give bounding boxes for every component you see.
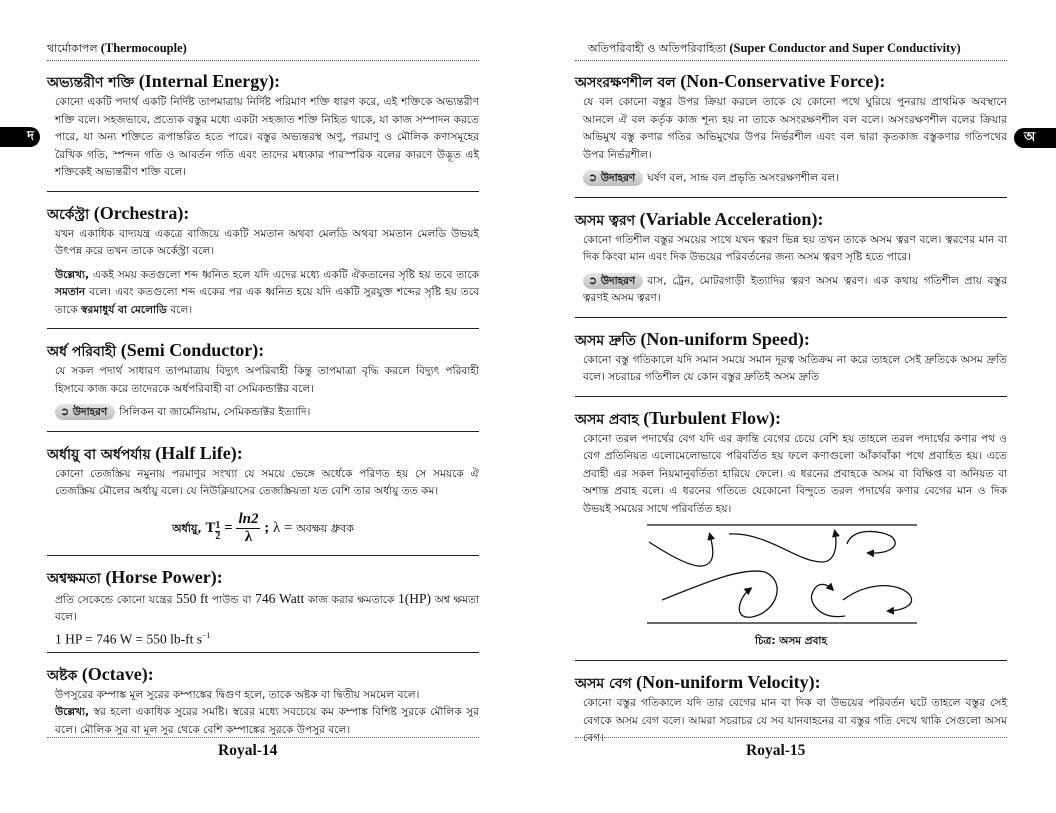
section-body xyxy=(55,466,479,501)
thumb-index-tab xyxy=(1014,128,1056,148)
section-title xyxy=(575,70,1007,94)
formula-fraction xyxy=(236,511,260,546)
text: প্রতি সেকেন্ডে কোনো যন্ত্রের xyxy=(55,593,177,606)
paragraph: যখন একাধিক বাদ্যযন্ত্র একত্রে বাজিয়ে একটি সমতান অথবা মেলডি অথবা সমতান মেলডি উভয়ই উৎপন্ন করে তখন তাকে অর্কেস্ট্রা বলে। xyxy=(55,227,479,257)
example-label: উদাহরণ xyxy=(72,406,108,418)
section-orchestra xyxy=(47,202,479,330)
section-title xyxy=(47,442,479,466)
value: 746 Watt xyxy=(255,590,305,606)
example-paragraph xyxy=(583,273,1007,308)
title-en: (Turbulent Flow): xyxy=(643,407,782,428)
note-term: স্বরমাধুর্য বা মেলোডি xyxy=(81,303,167,316)
title-bn: অসম বেগ xyxy=(575,676,632,692)
section-divider xyxy=(575,317,1007,318)
paragraph: কোনো একটি পদার্থ একটি নির্দিষ্ট তাপমাত্রায় নির্দিষ্ট পরিমাণ শক্তি ধারণ করে, এই শক্তিকে অভ্যন্তরীণ শক্তি বলে। সহজভাবে, প্রত্যেক বস্তুর মধ্যে একটা সহজাত শক্তি নিহিত থাকে, যা কাজ সম্পাদন করতে পারে, যা অন্য শক্তিতে রূপান্তরিত হতে পারে। বস্তুর অভ্যন্তরস্থ অণু, পরমাণু ও মৌলিক কণাসমূহের রৈখিক গতি, স্পন্দন গতি ও আবর্তন গতি এবং তাদের মধ্যকার পারস্পরিক বলের কারণে উদ্ভূত এই শক্তিকেই অভ্যন্তরীণ শক্তি বলে। xyxy=(55,96,479,178)
arrow-right-icon: ➲ xyxy=(60,405,70,418)
example-paragraph xyxy=(583,170,1007,188)
section-title xyxy=(575,407,1007,431)
running-head xyxy=(588,40,961,59)
section-divider xyxy=(47,191,479,192)
title-en: (Internal Energy): xyxy=(138,71,281,91)
flow-streamline xyxy=(729,532,836,562)
section-divider xyxy=(47,652,479,653)
title-en: (Half Life): xyxy=(155,442,243,463)
running-head-en: (Super Conductor and Super Conductivity) xyxy=(729,41,961,55)
paragraph: যে সকল পদার্থ সাধারণ তাপমাত্রায় বিদ্যুৎ অপরিবাহী কিন্তু তাপমাত্রা বৃদ্ধি করলে বিদ্যুৎ পরিবাহী হিসাবে কাজ করে তাদেরকে অর্ধপরিবাহী বা সেমিকন্ডাক্টর বলে। xyxy=(55,365,479,395)
section-divider xyxy=(47,328,479,329)
example-text: সিলিকন বা জার্মেনিয়াম, সেমিকন্ডাক্টর ইত্যাদি। xyxy=(119,406,311,418)
section-title xyxy=(47,663,479,687)
fraction-den: λ xyxy=(244,528,253,545)
note-text: বলে। xyxy=(166,303,193,316)
value: 1(HP) xyxy=(398,590,432,606)
section-semi-conductor xyxy=(47,339,479,432)
title-bn: অর্কেস্ট্রা xyxy=(47,206,90,223)
title-bn: অসম প্রবাহ xyxy=(575,411,639,428)
title-en: (Octave): xyxy=(81,663,154,684)
section-divider xyxy=(47,431,479,432)
title-en: (Non-uniform Velocity): xyxy=(636,672,821,692)
flow-streamline xyxy=(843,586,912,611)
note-term: সমতান xyxy=(55,286,86,298)
formula-label: অর্ধায়ু, xyxy=(172,521,202,535)
title-en: (Variable Acceleration): xyxy=(639,208,824,229)
thumb-index-letter: দ xyxy=(27,129,34,144)
example-label: উদাহরণ xyxy=(600,274,636,287)
paragraph: কোনো গতিশীল বস্তুর সময়ের সাথে যখন ত্বরণ ভিন্ন হয় তখন তাকে অসম ত্বরণ বলে। ত্বরণের মান বা দিক কিংবা মান এবং দিক উভয়ের পরিবর্তনের জন্য অসম ত্বরণ সৃষ্টি হতে পারে। xyxy=(583,233,1007,263)
section-title xyxy=(47,70,479,94)
turbulent-flow-diagram xyxy=(647,522,917,626)
title-bn: অসম দ্রুতি xyxy=(575,332,636,349)
example-label: উদাহরণ xyxy=(600,172,636,184)
footer-dotted-divider xyxy=(47,737,479,738)
section-body xyxy=(583,94,1007,188)
note-label: উল্লেখ্য, xyxy=(55,268,90,281)
running-head xyxy=(47,40,187,59)
page-number: Royal-15 xyxy=(746,742,806,759)
paragraph xyxy=(55,590,479,627)
lambda-definition: অবক্ষয় ধ্রুবক xyxy=(296,521,354,535)
section-internal-energy xyxy=(47,70,479,192)
equation-text: 1 HP = 746 W = 550 lb-ft s xyxy=(55,631,202,646)
section-title xyxy=(575,208,1007,232)
title-bn: অষ্টক xyxy=(47,667,78,684)
thumb-index-letter: অ xyxy=(1024,130,1036,145)
paragraph: কোনো বস্তুর গতিকালে যদি তার বেগের মান বা দিক বা উভয়ের পরিবর্তন ঘটে তাহলে বস্তুর সেই বেগকে অসম বেগ বলে। আমরা সচরাচর যে সব যানবাহনের বা বস্তুর গতি দেখে থাকি সেগুলো অসম বেগ। xyxy=(583,697,1007,744)
section-title xyxy=(575,671,1007,695)
section-non-conservative-force xyxy=(575,70,1007,198)
value: 550 ft xyxy=(176,590,209,606)
flow-streamline xyxy=(649,535,713,566)
figure-caption: চিত্র: অসম প্রবাহ xyxy=(755,635,827,647)
section-turbulent-flow xyxy=(575,407,1007,662)
title-bn: অশ্বক্ষমতা xyxy=(47,570,101,587)
section-octave xyxy=(47,663,479,740)
running-head-bn: অতিপরিবাহী ও অতিপরিবাহিতা xyxy=(588,42,727,55)
right-page xyxy=(528,0,1056,813)
paragraph: কোনো তেজস্ক্রিয় নমুনায় পরমাণুর সংখ্যা যে সময়ে ভেঙ্গে অর্ধেকে পরিণত হয় সে সময়কে ঐ তেজস্ক্রিয় মৌলের অর্ধায়ু বলে। যে নিউক্লিয়াসের তেজস্ক্রিয়তা যত বেশি তার অর্ধায়ু তত কম। xyxy=(55,467,479,497)
header-dotted-divider xyxy=(47,60,479,61)
section-body xyxy=(583,431,1007,519)
section-title xyxy=(47,339,479,363)
section-horse-power xyxy=(47,566,479,653)
example-badge xyxy=(583,273,643,289)
example-badge xyxy=(55,404,115,420)
running-head-bn: থার্মোকাপল xyxy=(47,42,98,55)
running-head-en: (Thermocouple) xyxy=(100,41,187,55)
section-divider xyxy=(575,396,1007,397)
title-en: (Orchestra): xyxy=(93,202,190,223)
flow-streamline xyxy=(811,584,845,616)
formula-sep: ; xyxy=(264,519,270,536)
paragraph: কোনো তরল পদার্থের বেগ যদি এর ক্রান্তি বেগের চেয়ে বেশি হয় তাহলে তরল পদার্থের কণার পথ ও বেগ প্রতিনিয়ত এলোমেলোভাবে পরিবর্তিত হয় ফলে কণাগুলো আঁকাবাঁকা পথে প্রবাহিত হয়। এতে প্রবাহী এর সকল নিয়মানুবর্তিতা হারিয়ে ফেলে। এ ধরনের প্রবাহকে অসম বা বিক্ষিপ্ত বা অনিয়ত বা অশান্ত প্রবাহ বলে। এ ধরনের গতিতে যেকোনো বিন্দুতে তরল পদার্থের কণার বেগের মান ও দিক উভয়ই সময়ের সাথে পরিবর্তিত হয়। xyxy=(583,432,1007,515)
flow-streamline xyxy=(847,531,895,553)
section-body xyxy=(583,352,1007,387)
footer-dotted-divider xyxy=(575,737,1007,738)
title-en: (Horse Power): xyxy=(105,566,223,587)
fraction-num: ln2 xyxy=(238,510,259,527)
paragraph: উপসুরের কম্পাঙ্ক মূল সুরের কম্পাঙ্কের দ্বিগুণ হলে, তাকে অষ্টক বা দ্বিতীয় সমমেল বলে। xyxy=(55,688,420,701)
title-bn: অর্ধায়ু বা অর্ধপর্যায় xyxy=(47,446,151,463)
note-label: উল্লেখ্য, xyxy=(55,706,90,718)
section-half-life xyxy=(47,442,479,556)
example-badge xyxy=(583,170,643,186)
paragraph: কোনো বস্তু গতিকালে যদি সমান সময়ে সমান দূরত্ব অতিক্রম না করে তাহলে সেই দ্রুতিকে অসম দ্রুতি বলে। সচরাচর গতিশীল যে কোন বস্তুর দ্রুতিই অসম দ্রুতি xyxy=(583,353,1007,383)
title-bn: অর্ধ পরিবাহী xyxy=(47,344,117,360)
thumb-index-tab xyxy=(0,127,40,147)
example-text: বাস, ট্রেন, মোটরগাড়ী ইত্যাদির ত্বরণ অসম ত্বরণ। এক কথায় গতিশীল প্রায় বস্তুর ত্বরণই অসম ত্বরণ। xyxy=(583,274,1007,304)
flow-streamline xyxy=(662,571,777,617)
section-body xyxy=(55,226,479,320)
formula-equals: = xyxy=(224,519,233,536)
section-body xyxy=(583,232,1007,308)
right-page-content xyxy=(575,70,1007,748)
page-number: Royal-14 xyxy=(218,742,278,759)
title-bn: অসম ত্বরণ xyxy=(575,212,636,229)
section-title xyxy=(47,202,479,226)
section-divider xyxy=(47,555,479,556)
section-title xyxy=(47,566,479,590)
left-page-content xyxy=(47,70,479,739)
formula-subscript xyxy=(215,521,220,542)
note-paragraph xyxy=(55,267,479,320)
note-paragraph xyxy=(55,704,479,739)
subscript-den: 2 xyxy=(215,531,221,543)
text: কাজ করার ক্ষমতাকে xyxy=(304,593,399,606)
turbulent-flow-figure xyxy=(575,522,1007,651)
title-en: (Semi Conductor): xyxy=(120,340,265,360)
text: অশ্ব ক্ষমতা বলে। xyxy=(55,593,480,623)
paragraph: যে বল কোনো বস্তুর উপর ক্রিয়া করলে তাকে যে কোনো পথে ঘুরিয়ে পুনরায় প্রাথমিক অবস্থানে আনলে ঐ বল কর্তৃক কাজ শূন্য হয় না তাকে অসংরক্ষণশীল বল বলে। অসংরক্ষণশীল বলের ক্রিয়ার অভিমুখ বস্তু কণার গতির অভিমুখের উপর নির্ভরশীল এবং বল দ্বারা কৃতকাজ বস্তুকণার গতিপথের উপর নির্ভরশীল। xyxy=(583,96,1007,161)
section-non-uniform-speed xyxy=(575,328,1007,397)
title-bn: অভ্যন্তরীণ শক্তি xyxy=(47,75,135,91)
title-en: (Non-Conservative Force): xyxy=(680,71,886,91)
section-body xyxy=(583,695,1007,748)
equation-exponent: −1 xyxy=(201,630,211,640)
section-body xyxy=(55,590,479,648)
hp-equation xyxy=(55,627,479,648)
section-body xyxy=(55,94,479,182)
example-paragraph xyxy=(55,404,479,422)
section-divider xyxy=(575,660,1007,661)
section-divider xyxy=(575,197,1007,198)
arrow-right-icon: ➲ xyxy=(588,273,598,287)
half-life-formula xyxy=(47,511,479,546)
lambda-symbol: λ = xyxy=(272,519,293,536)
title-bn: অসংরক্ষণশীল বল xyxy=(575,75,676,91)
section-title xyxy=(575,328,1007,352)
title-en: (Non-uniform Speed): xyxy=(640,328,810,349)
example-text: ঘর্ষণ বল, সান্দ্র বল প্রভৃতি অসংরক্ষণশীল বল। xyxy=(647,172,839,184)
section-body xyxy=(55,687,479,740)
section-variable-acceleration xyxy=(575,208,1007,318)
arrow-right-icon: ➲ xyxy=(588,171,598,184)
note-text: একই সময় কতগুলো শব্দ ধ্বনিত হলে যদি এদের মধ্যে একটি ঐকতানের সৃষ্টি হয় তবে তাকে xyxy=(89,268,479,281)
section-body xyxy=(55,363,479,422)
note-text: স্বর হলো একাধিক সুরের সমষ্টি। স্বরের মধ্যে সবচেয়ে কম কম্পাঙ্ক বিশিষ্ট সুরকে মৌলিক সুর বলে। মৌলিক সুর বা মূল সুর থেকে বেশি কম্পাঙ্কের সুরকে উপসুর বলে। xyxy=(55,706,479,736)
header-dotted-divider xyxy=(575,60,1007,61)
text: পাউন্ড বা xyxy=(208,593,256,606)
note-text: বলে। এবং কতগুলো শব্দ একের পর এক ধ্বনিত হয়ে যদি একটি সুরযুক্ত শব্দের সৃষ্টি হয় তবে তাকে xyxy=(55,286,479,316)
formula-symbol: T xyxy=(205,519,216,536)
subscript-num: 1 xyxy=(215,520,221,532)
